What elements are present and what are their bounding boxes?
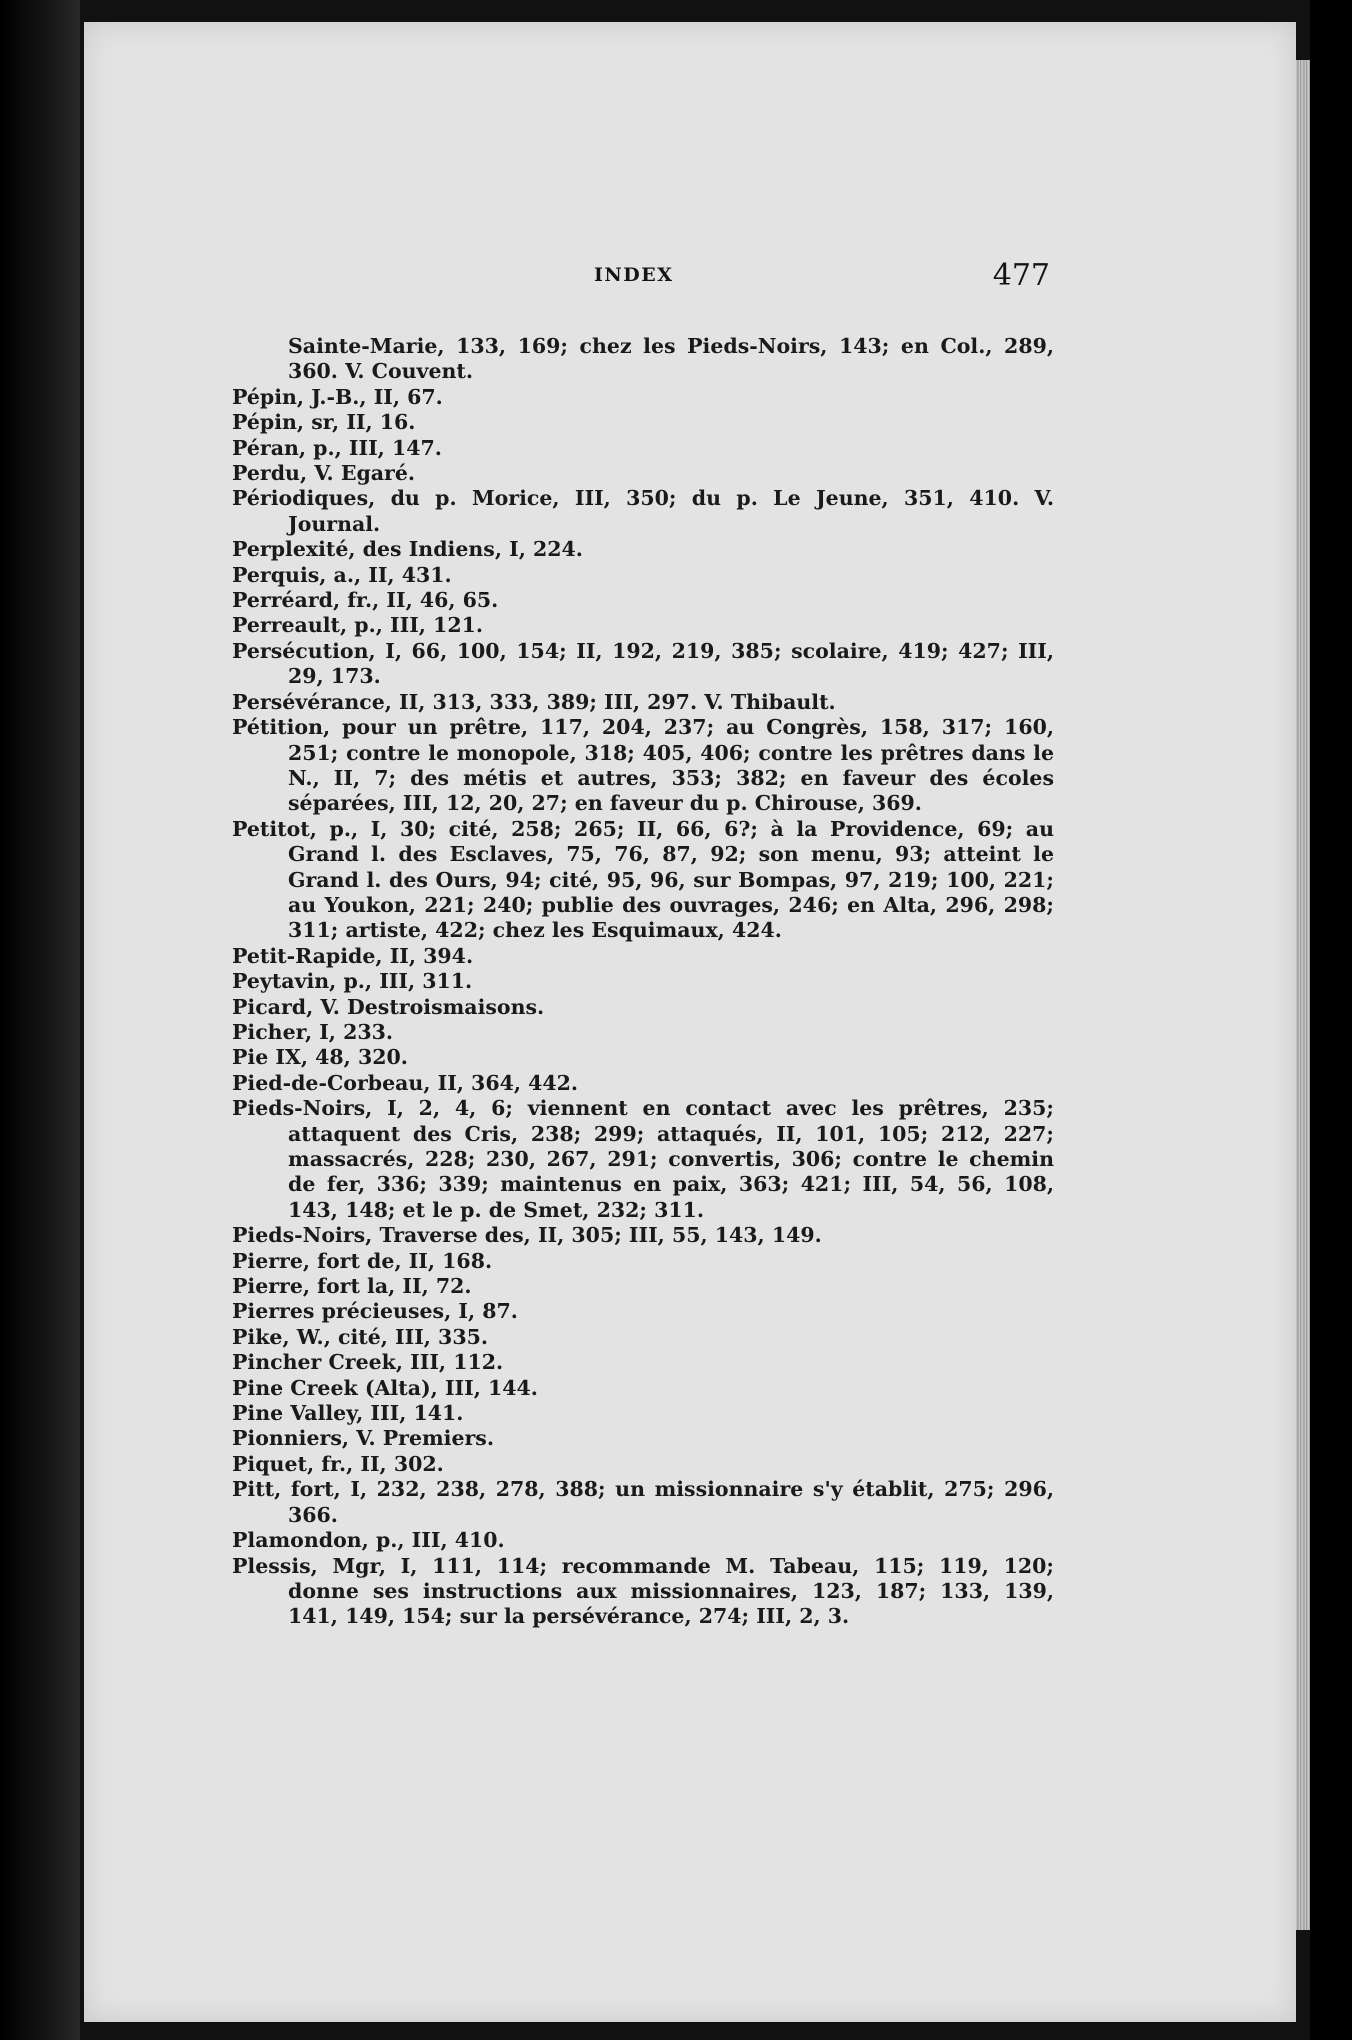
index-entry: Pieds-Noirs, Traverse des, II, 305; III, 55, 143, 149. xyxy=(232,1223,822,1248)
index-entry: Peytavin, p., III, 311. xyxy=(232,969,473,994)
index-entry: Pied-de-Corbeau, II, 364, 442. xyxy=(232,1070,579,1095)
index-entry: Pitt, fort, I, 232, 238, 278, 388; un missionnaire s'y établit, 275; 296, 366. xyxy=(232,1477,1054,1527)
index-entry: Plamondon, p., III, 410. xyxy=(232,1528,505,1553)
index-entry: Pionniers, V. Premiers. xyxy=(232,1426,494,1451)
index-entry: Pie IX, 48, 320. xyxy=(232,1045,408,1070)
running-header-title: INDEX xyxy=(594,264,674,286)
index-entry: Pine Creek (Alta), III, 144. xyxy=(232,1375,538,1400)
index-entry-continuation: Sainte-Marie, 133, 169; chez les Pieds-Noirs, 143; en Col., 289, 360. V. Couvent. xyxy=(288,334,1054,384)
index-entry: Petit-Rapide, II, 394. xyxy=(232,943,474,968)
index-entry: Perreault, p., III, 121. xyxy=(232,613,483,638)
page-number: 477 xyxy=(992,258,1050,293)
index-entry: Piquet, fr., II, 302. xyxy=(232,1451,444,1476)
index-entry: Picard, V. Destroismaisons. xyxy=(232,994,545,1019)
index-entry: Pike, W., cité, III, 335. xyxy=(232,1324,488,1349)
index-entry: Petitot, p., I, 30; cité, 258; 265; II, 66, 6?; à la Providence, 69; au Grand l. des Esclaves, 75, 76, 87, 92; son menu, 93; atteint le Grand l. des Ours, 94; cité, 95, 96, sur Bompas, 97, 219; 100, 221; au Youkon, 221; 240; publie des ouvrages, 246; en Alta, 296, 298; 311; artiste, 422; chez les Esquimaux, 424. xyxy=(232,816,1054,943)
index-entry: Plessis, Mgr, I, 111, 114; recommande M. Tabeau, 115; 119, 120; donne ses instructions aux missionnaires, 123, 187; 133, 139, 141, 149, 154; sur la persévérance, 274; III, 2, 3. xyxy=(232,1553,1054,1629)
scan-left-shadow xyxy=(0,0,80,2040)
index-entry: Perplexité, des Indiens, I, 224. xyxy=(232,537,583,562)
index-entries xyxy=(232,334,1054,1630)
book-page-edges xyxy=(1294,60,1310,1930)
index-entry: Pincher Creek, III, 112. xyxy=(232,1350,504,1375)
index-entry: Perdu, V. Egaré. xyxy=(232,461,416,486)
index-entry: Pieds-Noirs, I, 2, 4, 6; viennent en contact avec les prêtres, 235; attaquent des Cris, 238; 299; attaqués, II, 101, 105; 212, 227; massacrés, 228; 230, 267, 291; convertis, 306; contre le chemin de fer, 336; 339; maintenus en paix, 363; 421; III, 54, 56, 108, 143, 148; et le p. de Smet, 232; 311. xyxy=(232,1096,1054,1222)
index-entry: Perréard, fr., II, 46, 65. xyxy=(232,588,499,613)
running-header xyxy=(230,258,1050,298)
index-entry: Péran, p., III, 147. xyxy=(232,435,442,460)
index-entry: Pine Valley, III, 141. xyxy=(232,1401,464,1426)
index-entry: Périodiques, du p. Morice, III, 350; du p. Le Jeune, 351, 410. V. Journal. xyxy=(232,486,1054,536)
index-entry: Pierre, fort la, II, 72. xyxy=(232,1274,472,1299)
index-entry: Pétition, pour un prêtre, 117, 204, 237; au Congrès, 158, 317; 160, 251; contre le monopole, 318; 405, 406; contre les prêtres dans le N., II, 7; des métis et autres, 353; 382; en faveur des écoles séparées, III, 12, 20, 27; en faveur du p. Chirouse, 369. xyxy=(232,715,1054,816)
index-entry: Pépin, J.-B., II, 67. xyxy=(232,384,443,409)
index-entry: Persévérance, II, 313, 333, 389; III, 297. V. Thibault. xyxy=(232,689,836,714)
index-entry: Pierre, fort de, II, 168. xyxy=(232,1248,493,1273)
scan-right-border xyxy=(1310,0,1352,2040)
index-entry: Picher, I, 233. xyxy=(232,1019,394,1044)
index-entry: Perquis, a., II, 431. xyxy=(232,562,452,587)
index-entry: Pierres précieuses, I, 87. xyxy=(232,1299,518,1324)
index-entry: Persécution, I, 66, 100, 154; II, 192, 219, 385; scolaire, 419; 427; III, 29, 173. xyxy=(232,638,1054,689)
index-entry: Pépin, sr, II, 16. xyxy=(232,410,416,435)
